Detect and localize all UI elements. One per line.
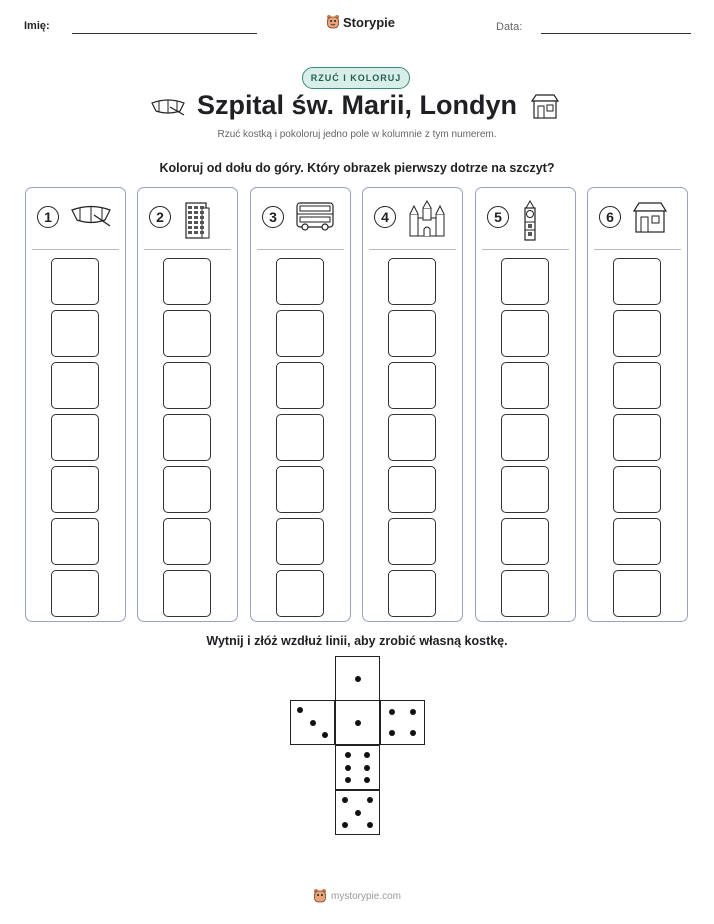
dice-face	[335, 745, 380, 790]
column-header	[251, 188, 350, 248]
pie-mascot-icon	[326, 14, 340, 30]
color-cell[interactable]	[501, 258, 549, 305]
color-cell[interactable]	[613, 258, 661, 305]
cut-instruction: Wytnij i złóż wzdłuż linii, aby zrobić własną kostkę.	[206, 634, 508, 648]
column-number: 4	[374, 206, 396, 228]
column-5	[475, 187, 576, 622]
date-label: Data:	[496, 21, 523, 33]
column-divider	[257, 249, 344, 250]
color-cell[interactable]	[388, 362, 436, 409]
dice-pip	[342, 797, 348, 803]
column-divider	[482, 249, 569, 250]
brand-name: Storypie	[343, 14, 396, 30]
dice-pip	[345, 777, 351, 783]
column-number: 2	[149, 206, 171, 228]
activity-badge: RZUĆ I KOLORUJ	[302, 67, 410, 89]
color-cell[interactable]	[51, 362, 99, 409]
subtitle: Rzuć kostką i pokoloruj jedno pole w kolumnie z tym numerem.	[217, 129, 497, 140]
dice-face	[335, 700, 380, 745]
color-cell[interactable]	[163, 414, 211, 461]
column-number: 5	[487, 206, 509, 228]
color-cell[interactable]	[501, 414, 549, 461]
color-cell[interactable]	[613, 310, 661, 357]
name-label: Imię:	[24, 20, 50, 32]
date-field-line[interactable]	[541, 33, 691, 34]
castle-icon	[407, 200, 447, 243]
color-cell[interactable]	[163, 362, 211, 409]
color-cell[interactable]	[613, 414, 661, 461]
double-decker-bus-icon	[295, 200, 335, 237]
column-number: 6	[599, 206, 621, 228]
column-divider	[369, 249, 456, 250]
color-cell[interactable]	[388, 570, 436, 617]
color-cell[interactable]	[613, 570, 661, 617]
dice-pip	[410, 709, 416, 715]
column-3	[250, 187, 351, 622]
color-cell[interactable]	[501, 518, 549, 565]
column-number: 3	[262, 206, 284, 228]
dice-face	[290, 700, 335, 745]
color-cell[interactable]	[388, 258, 436, 305]
dice-pip	[297, 707, 303, 713]
color-cell[interactable]	[276, 570, 324, 617]
footer-url: mystorypie.com	[330, 890, 401, 902]
color-cell[interactable]	[163, 310, 211, 357]
footer	[0, 888, 714, 904]
page-title: Szpital św. Marii, Londyn	[196, 90, 518, 120]
color-cell[interactable]	[276, 518, 324, 565]
rowboat-icon	[70, 200, 112, 233]
color-cell[interactable]	[163, 570, 211, 617]
column-6	[587, 187, 688, 622]
column-header	[138, 188, 237, 248]
dice-pip	[345, 765, 351, 771]
column-1	[25, 187, 126, 622]
color-cell[interactable]	[501, 570, 549, 617]
dice-pip	[345, 752, 351, 758]
dice-pip	[364, 777, 370, 783]
brand-logo	[326, 14, 395, 30]
column-header	[363, 188, 462, 248]
color-cell[interactable]	[51, 518, 99, 565]
color-cell[interactable]	[501, 466, 549, 513]
dice-pip	[364, 752, 370, 758]
office-building-icon	[182, 200, 212, 245]
dice-pip	[389, 709, 395, 715]
column-divider	[32, 249, 119, 250]
dice-pip	[367, 797, 373, 803]
color-cell[interactable]	[51, 258, 99, 305]
color-cell[interactable]	[501, 310, 549, 357]
color-cell[interactable]	[51, 414, 99, 461]
column-header	[26, 188, 125, 248]
color-cell[interactable]	[276, 362, 324, 409]
dice-pip	[389, 730, 395, 736]
color-cell[interactable]	[388, 414, 436, 461]
color-cell[interactable]	[276, 310, 324, 357]
color-cell[interactable]	[163, 466, 211, 513]
color-cell[interactable]	[163, 258, 211, 305]
name-field-line[interactable]	[72, 33, 257, 34]
dice-face	[335, 790, 380, 835]
column-number: 1	[37, 206, 59, 228]
instruction-text: Koloruj od dołu do góry. Który obrazek pierwszy dotrze na szczyt?	[159, 161, 555, 175]
column-divider	[594, 249, 681, 250]
column-header	[476, 188, 575, 248]
dice-pip	[410, 730, 416, 736]
dice-pip	[310, 720, 316, 726]
dice-pip	[367, 822, 373, 828]
column-divider	[144, 249, 231, 250]
pie-mascot-icon	[313, 888, 327, 904]
dice-face	[380, 700, 425, 745]
column-2	[137, 187, 238, 622]
color-cell[interactable]	[388, 466, 436, 513]
color-cell[interactable]	[276, 414, 324, 461]
color-cell[interactable]	[501, 362, 549, 409]
color-cell[interactable]	[51, 466, 99, 513]
color-cell[interactable]	[51, 570, 99, 617]
color-cell[interactable]	[51, 310, 99, 357]
color-cell[interactable]	[163, 518, 211, 565]
dice-pip	[322, 732, 328, 738]
house-icon	[530, 92, 560, 125]
color-cell[interactable]	[276, 258, 324, 305]
dice-pip	[355, 676, 361, 682]
dice-pip	[355, 720, 361, 726]
column-4	[362, 187, 463, 622]
color-cell[interactable]	[613, 466, 661, 513]
clock-tower-icon	[520, 200, 540, 247]
dice-face	[335, 656, 380, 701]
dice-pip	[342, 822, 348, 828]
color-cell[interactable]	[613, 518, 661, 565]
dice-pip	[355, 810, 361, 816]
house-icon	[632, 200, 668, 239]
color-cell[interactable]	[388, 310, 436, 357]
dice-pip	[364, 765, 370, 771]
color-cell[interactable]	[276, 466, 324, 513]
color-cell[interactable]	[388, 518, 436, 565]
column-header	[588, 188, 687, 248]
color-cell[interactable]	[613, 362, 661, 409]
